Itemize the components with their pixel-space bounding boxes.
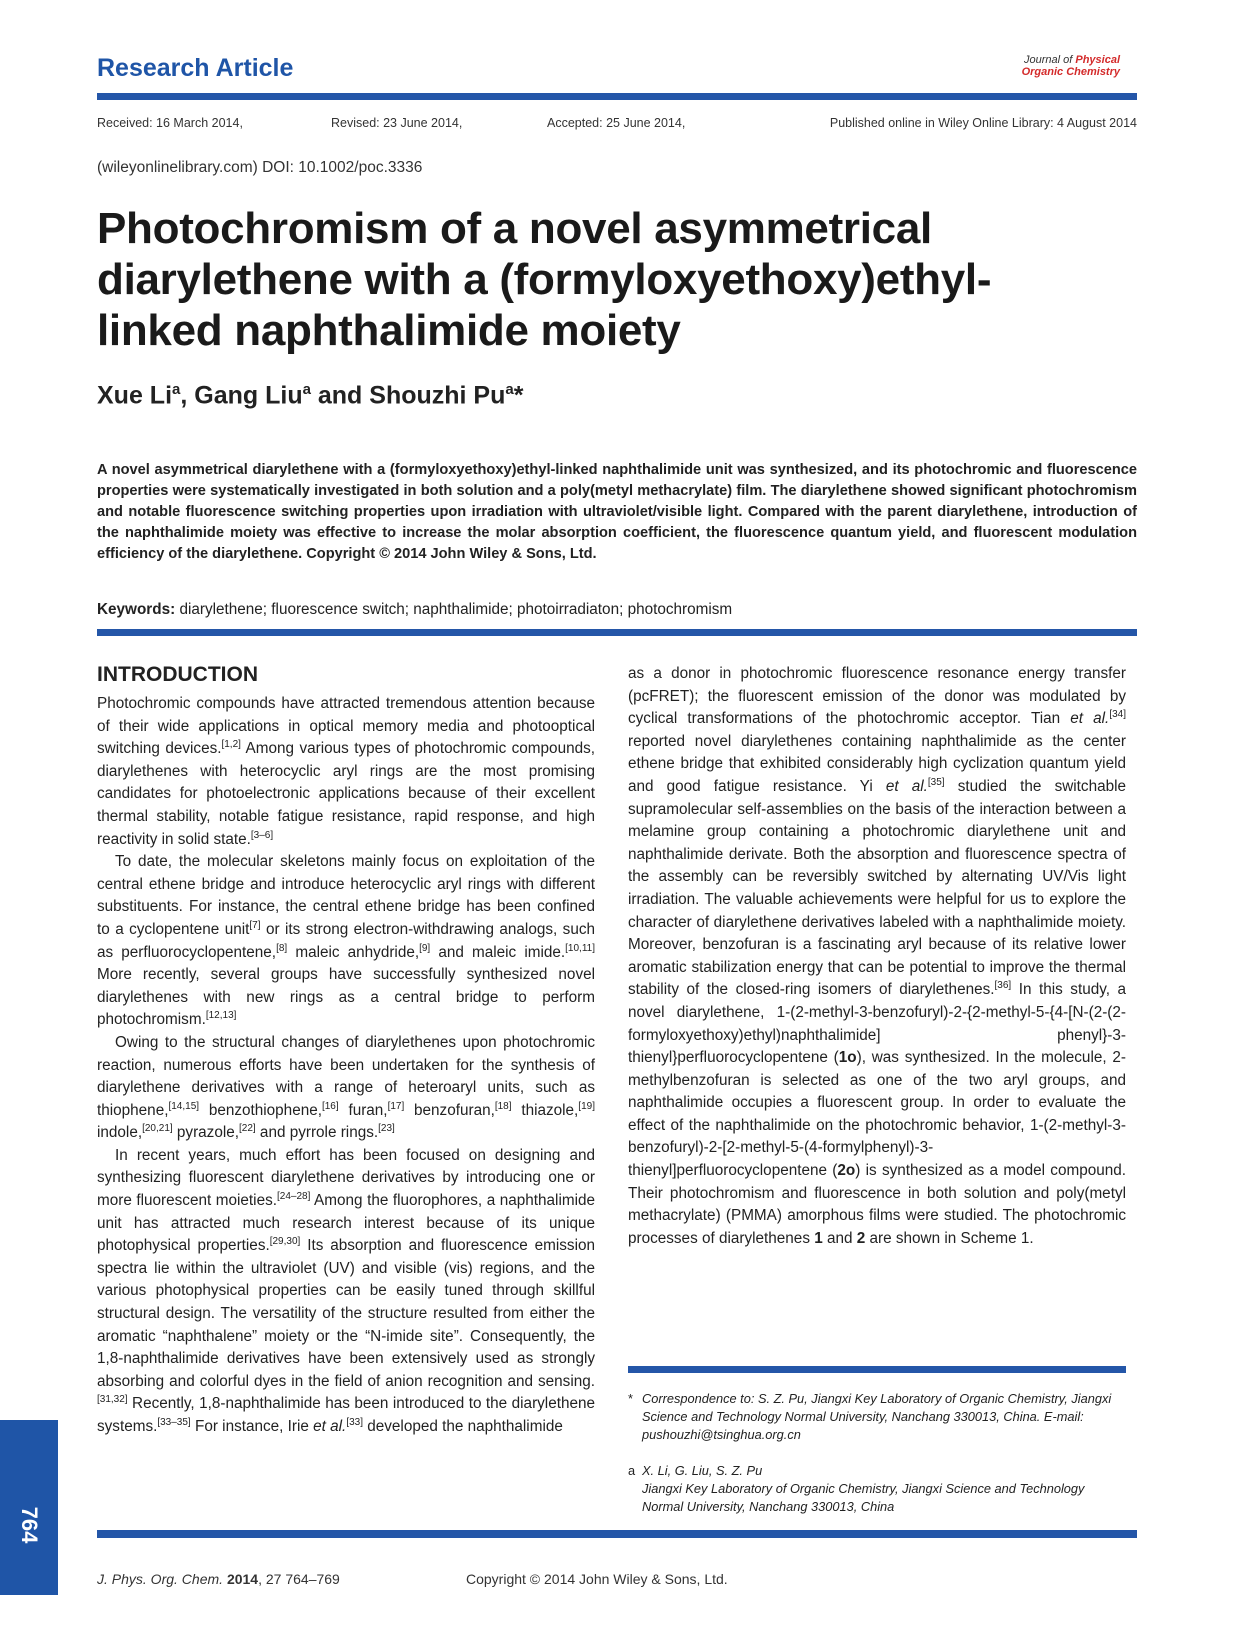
citation: [22] (239, 1123, 256, 1135)
affiliation-mark: a (505, 381, 514, 398)
affiliation-names: X. Li, G. Liu, S. Z. Pu (642, 1463, 763, 1478)
paragraph: To date, the molecular skeletons mainly focus on exploitation of the central ethene bridge and introduce heterocyclic aryl rings with different substituents. For instance, the central ethene bridge has been confined to a cyclopentene unit[7] or its strong electron-withdrawing analogs, such as perfluorocyclopentene,[8] maleic anhydride,[9] and maleic imide.[10,11] More recently, several groups have successfully synthesized novel diarylethenes with new rings as a central bridge to perform photochromism.[12,13] (97, 853, 595, 1029)
paragraph: In recent years, much effort has been focused on designing and synthesizing fluorescent diarylethene derivatives by introducing one or more fluorescent moieties.[24–28] Among the fluorophores, a naphthalimide unit has attracted much research interest because of its unique photophysical properties.[29,30] Its absorption and fluorescence emission spectra lie within the ultraviolet (UV) and visible (vis) regions, and the various photophysical properties can be easily tuned through skillful structural design. The versatility of the structure resulted from either the aromatic “naphthalene” moiety or the “N-imide site”. Consequently, the 1,8-naphthalimide derivatives have been extensively used as strongly absorbing and colorful dyes in the field of anion recognition and sensing.[31,32] Recently, 1,8-naphthalimide has been introduced to the diarylethene systems.[33–35] For instance, Irie et al.[33] developed the naphthalimide (97, 1146, 596, 1435)
journal-logo-highlight: Physical (1075, 54, 1120, 66)
abstract-rule (97, 629, 1137, 636)
keywords-text: diarylethene; fluorescence switch; naphthalimide; photoirradiaton; photochromism (175, 601, 733, 618)
received-date: Received: 16 March 2014, (97, 116, 243, 130)
author-list (97, 381, 523, 410)
citation: [8] (276, 942, 288, 954)
affiliation-mark: a (172, 381, 181, 398)
compound-label: 2o (837, 1162, 856, 1180)
correspondence-rule (628, 1366, 1126, 1373)
citation: [12,13] (205, 1010, 237, 1022)
citation: [3–6] (250, 829, 274, 841)
article-title (97, 203, 1157, 356)
citation: [33–35] (157, 1416, 191, 1428)
title-line: diarylethene with a (formyloxyethoxy)ethyl- (97, 255, 992, 304)
correspondence (628, 1390, 1126, 1444)
citation: [33] (346, 1416, 363, 1428)
paragraph: Owing to the structural changes of diarylethenes upon photochromic reaction, numerous efforts have been undertaken for the synthesis of diarylethene derivatives with a range of heteroaryl units, such as thiophene,[14,15] benzothiophene,[16] furan,[17] benzofuran,[18] thiazole,[19] indole,[20,21] pyrazole,[22] and pyrrole rings.[23] (97, 1033, 595, 1142)
keywords-label: Keywords: (97, 601, 176, 618)
revised-date: Revised: 23 June 2014, (331, 116, 463, 130)
correspondence-block (628, 1390, 1126, 1516)
citation: [29,30] (269, 1236, 301, 1248)
affiliation-mark: a (302, 381, 311, 398)
journal-citation: J. Phys. Org. Chem. 2014, 27 764–769 (97, 1571, 340, 1587)
citation: [34] (1109, 709, 1126, 721)
author-separator: and (310, 381, 370, 410)
citation: [19] (578, 1100, 595, 1112)
correspondence-text: Correspondence to: S. Z. Pu, Jiangxi Key Laboratory of Organic Chemistry, Jiangxi Science and Technology Normal University, Nanchang 330013, China. E-mail: pushouzhi@tsinghua.org.cn (642, 1391, 1112, 1442)
footer-rule (97, 1530, 1137, 1538)
citation: [18] (494, 1100, 512, 1112)
header-rule (97, 93, 1137, 100)
author-separator: , (180, 381, 195, 410)
citation: [35] (927, 776, 945, 788)
corresponding-mark: * (513, 381, 524, 410)
section-heading: INTRODUCTION (97, 663, 258, 686)
citation: [9] (419, 942, 431, 954)
citation: [16] (321, 1100, 339, 1112)
footer-copyright: Copyright © 2014 John Wiley & Sons, Ltd. (466, 1571, 728, 1587)
abstract: A novel asymmetrical diarylethene with a (formyloxyethoxy)ethyl-linked naphthalimide unit was synthesized, and its photochromic and fluorescence properties were systematically investigated in both solution and a poly(metyl methacrylate) film. The diarylethene showed significant photochromism and notable fluorescence switching properties upon irradiation with ultraviolet/visible light. Compared with the parent diarylethene, introduction of the naphthalimide moiety was effective to increase the molar absorption coefficient, the fluorescence quantum yield, and fluorescent modulation efficiency of the diarylethene. Copyright © 2014 John Wiley & Sons, Ltd. (97, 462, 1137, 562)
citation: [1,2] (221, 739, 241, 751)
citation: [7] (249, 919, 261, 931)
page-number-tab (0, 1420, 58, 1595)
compound-label: 2 (856, 1229, 866, 1247)
author-name: Gang Liu (194, 381, 303, 410)
corresponding-mark: * (628, 1391, 633, 1406)
author-name: Xue Li (97, 381, 173, 410)
compound-label: 1o (838, 1049, 857, 1067)
citation: [24–28] (276, 1190, 311, 1202)
accepted-date: Accepted: 25 June 2014, (547, 116, 686, 130)
published-date: Published online in Wiley Online Library: 4 August 2014 (829, 116, 1137, 130)
citation: [36] (994, 980, 1012, 992)
page-number: 764 (17, 1506, 42, 1544)
title-line: linked naphthalimide moiety (97, 306, 681, 355)
affiliation-mark: a (628, 1463, 636, 1478)
paragraph: as a donor in photochromic fluorescence resonance energy transfer (pcFRET); the fluorescent emission of the donor was modulated by cyclical transformations of the photochromic acceptor. Tian et al.[34] reported novel diarylethenes containing naphthalimide as the center ethene bridge that exhibited considerably high cyclization quantum yield and good fatigue resistance. Yi et al.[35] studied the switchable supramolecular self-assemblies on the basis of the interaction between a melamine group containing a photochromic diarylethene unit and naphthalimide derivate. Both the absorption and fluorescence spectra of the assembly can be reversibly switched by alternating UV/Vis light irradiation. The valuable achievements were helpful for us to explore the character of diarylethene derivatives labeled with a naphthalimide moiety. Moreover, benzofuran is a fascinating aryl because of its relative lower aromatic stabilization energy that can be potential to improve the thermal stability of the closed-ring isomers of diarylethenes.[36] In this study, a novel diarylethene, 1-(2-methyl-3-benzofuryl)-2-{2-methyl-5-{4-[N-(2-(2-formyloxyethoxy)ethyl)naphthalimide] phenyl}-3-thienyl}perfluorocyclopentene (1o), was synthesized. In the molecule, 2-methylbenzofuran is selected as one of the two aryl groups, and naphthalimide occupies a fluorescent group. In order to evaluate the effect of the naphthalimide on the photochromic behavior, 1-(2-methyl-3-benzofuryl)-2-[2-methyl-5-(4-formylphenyl)-3-thienyl]perfluorocyclopentene (2o) is synthesized as a model compound. Their photochromism and fluorescence in both solution and poly(metyl methacrylate) (PMMA) amorphous films were studied. The photochromic processes of diarylethenes 1 and 2 are shown in Scheme 1. (628, 665, 1126, 1247)
title-line: Photochromism of a novel asymmetrical (97, 204, 932, 253)
affiliation-text: Jiangxi Key Laboratory of Organic Chemistry, Jiangxi Science and Technology Normal University, Nanchang 330013, China (642, 1481, 1085, 1514)
journal-logo (1022, 54, 1120, 78)
compound-label: 1 (814, 1229, 823, 1247)
affiliation (628, 1462, 1126, 1516)
paragraph: Photochromic compounds have attracted tremendous attention because of their wide applications in optical memory media and photooptical switching devices.[1,2] Among various types of photochromic compounds, diarylethenes with heterocyclic aryl rings are the most promising candidates for photoelectronic applications because of their excellent thermal stability, notable fatigue resistance, rapid response, and high reactivity in solid state.[3–6] (97, 695, 595, 848)
journal-logo-subtitle: Organic Chemistry (1021, 66, 1120, 78)
citation: [23] (378, 1123, 395, 1135)
doi: (wileyonlinelibrary.com) DOI: 10.1002/poc.3336 (97, 159, 423, 176)
keywords (97, 601, 732, 619)
author-name: Shouzhi Pu (369, 381, 506, 410)
left-column (97, 693, 595, 1439)
journal-logo-text: Journal of (1023, 54, 1073, 66)
citation: [10,11] (565, 942, 595, 954)
section-label: Research Article (97, 54, 294, 82)
citation: [31,32] (97, 1394, 128, 1406)
citation: [17] (387, 1100, 405, 1112)
citation: [20,21] (142, 1123, 173, 1135)
citation: [14,15] (168, 1100, 200, 1112)
right-column (628, 663, 1126, 1250)
